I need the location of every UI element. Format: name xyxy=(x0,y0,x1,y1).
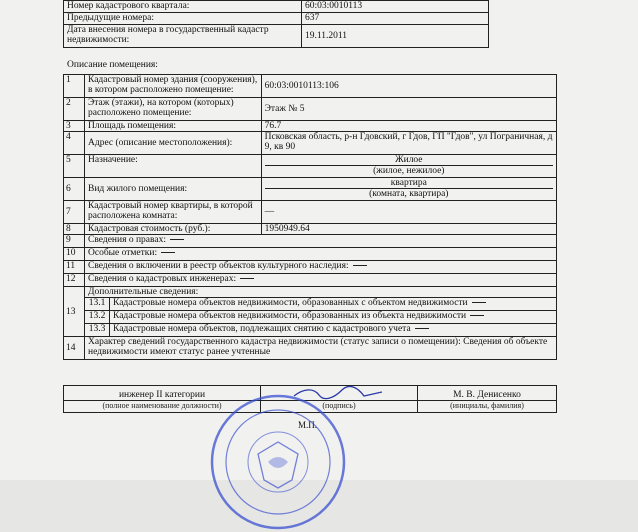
row-label: Площадь помещения: xyxy=(85,121,262,132)
row-label-cell xyxy=(85,235,557,248)
row-number: 7 xyxy=(64,201,85,224)
empty-dash xyxy=(353,265,367,266)
row-label: Назначение: xyxy=(85,155,262,178)
header-value: 637 xyxy=(302,13,489,25)
signature-name: М. В. Денисенко xyxy=(418,386,557,401)
sign-caption: (подпись) xyxy=(261,401,418,413)
row-number: 1 xyxy=(64,75,85,98)
row-value: Псковская область, р-н Гдовский, г Гдов, ГП "Гдов", ул Пограничная, д 9, кв 90 xyxy=(261,132,556,155)
row-number: 4 xyxy=(64,132,85,155)
row-number: 14 xyxy=(64,337,85,360)
table-row xyxy=(64,201,557,224)
row-number: 6 xyxy=(64,178,85,201)
section-title: Описание помещения: xyxy=(67,60,158,70)
header-value: 19.11.2011 xyxy=(302,25,489,48)
row-label-cell xyxy=(85,248,557,261)
subrow-label-cell xyxy=(110,324,557,337)
table-subrow xyxy=(64,311,557,324)
table-subrow xyxy=(64,324,557,337)
row-number: 11 xyxy=(64,261,85,274)
description-table xyxy=(63,74,557,360)
name-caption: (инициалы, фамилия) xyxy=(418,401,557,413)
empty-dash xyxy=(472,302,486,303)
row-number: 3 xyxy=(64,121,85,132)
row-label: Сведения о включении в реестр объектов культурного наследия: xyxy=(88,261,349,271)
table-row xyxy=(64,132,557,155)
header-table xyxy=(63,0,489,48)
row-value: 76.7 xyxy=(261,121,556,132)
subrow-label-cell xyxy=(110,298,557,311)
row-value-cell xyxy=(261,178,556,201)
subrow-label: Кадастровые номера объектов недвижимости, образованных с объектом недвижимости xyxy=(113,298,468,308)
header-row xyxy=(64,13,489,25)
subrow-number: 13.1 xyxy=(85,298,110,311)
row-value: Жилое xyxy=(265,155,553,166)
row-label: Кадастровый номер здания (сооружения), в котором расположено помещение: xyxy=(85,75,262,98)
row-number: 9 xyxy=(64,235,85,248)
row-value-note: (комната, квартира) xyxy=(369,189,449,199)
table-row xyxy=(64,121,557,132)
header-value: 60:03:0010113 xyxy=(302,1,489,13)
table-row xyxy=(64,337,557,360)
row-label: Сведения о кадастровых инженерах: xyxy=(88,274,237,284)
subrow-label: Кадастровые номера объектов, подлежащих снятию с кадастрового учета xyxy=(113,324,411,334)
position-caption: (полное наименование должности) xyxy=(64,401,261,413)
row-number: 5 xyxy=(64,155,85,178)
empty-dash xyxy=(470,315,484,316)
signature-position: инженер II категории xyxy=(64,386,261,401)
table-row xyxy=(64,261,557,274)
row-value: — xyxy=(261,201,556,224)
table-row xyxy=(64,274,557,287)
row-label: Дополнительные сведения: xyxy=(85,287,557,298)
row-number: 2 xyxy=(64,98,85,121)
table-row xyxy=(64,235,557,248)
row-value: квартира xyxy=(265,178,553,189)
subrow-number: 13.3 xyxy=(85,324,110,337)
empty-dash xyxy=(415,328,429,329)
row-value-note: (жилое, нежилое) xyxy=(373,166,445,176)
subrow-label: Кадастровые номера объектов недвижимости, образованных из объекта недвижимости xyxy=(113,311,467,321)
row-label-cell xyxy=(85,261,557,274)
table-row xyxy=(64,248,557,261)
row-label: Этаж (этажи), на котором (которых) расположено помещение: xyxy=(85,98,262,121)
table-row xyxy=(64,224,557,235)
row-value: 1950949.64 xyxy=(261,224,556,235)
subrow-label-cell xyxy=(110,311,557,324)
row-label: Кадастровая стоимость (руб.): xyxy=(85,224,262,235)
row-label: Адрес (описание местоположения): xyxy=(85,132,262,155)
table-row xyxy=(64,287,557,298)
empty-dash xyxy=(170,239,184,240)
empty-dash xyxy=(161,252,175,253)
row-number: 13 xyxy=(64,287,85,337)
table-row xyxy=(64,178,557,201)
row-label: Характер сведений государственного кадастра недвижимости (статус записи о помещении): Сведения об объекте недвижимости имеют статус ранее учтенные xyxy=(85,337,557,360)
header-label: Предыдущие номера: xyxy=(64,13,302,25)
row-label: Вид жилого помещения: xyxy=(85,178,262,201)
header-label: Номер кадастрового квартала: xyxy=(64,1,302,13)
row-number: 8 xyxy=(64,224,85,235)
row-label-cell xyxy=(85,274,557,287)
row-label: Сведения о правах: xyxy=(88,235,166,245)
table-row xyxy=(64,75,557,98)
row-value-cell xyxy=(261,155,556,178)
row-number: 12 xyxy=(64,274,85,287)
header-label: Дата внесения номера в государственный кадастр недвижимости: xyxy=(64,25,302,48)
mp-label: М.П. xyxy=(298,420,318,430)
header-row xyxy=(64,1,489,13)
row-label: Особые отметки: xyxy=(88,248,158,258)
table-subrow xyxy=(64,298,557,311)
row-value: Этаж № 5 xyxy=(261,98,556,121)
empty-dash xyxy=(240,278,254,279)
table-row xyxy=(64,155,557,178)
row-label: Кадастровый номер квартиры, в которой расположена комната: xyxy=(85,201,262,224)
subrow-number: 13.2 xyxy=(85,311,110,324)
row-value: 60:03:0010113:106 xyxy=(261,75,556,98)
official-seal-icon xyxy=(208,392,348,532)
header-row xyxy=(64,25,489,48)
row-number: 10 xyxy=(64,248,85,261)
table-row xyxy=(64,98,557,121)
